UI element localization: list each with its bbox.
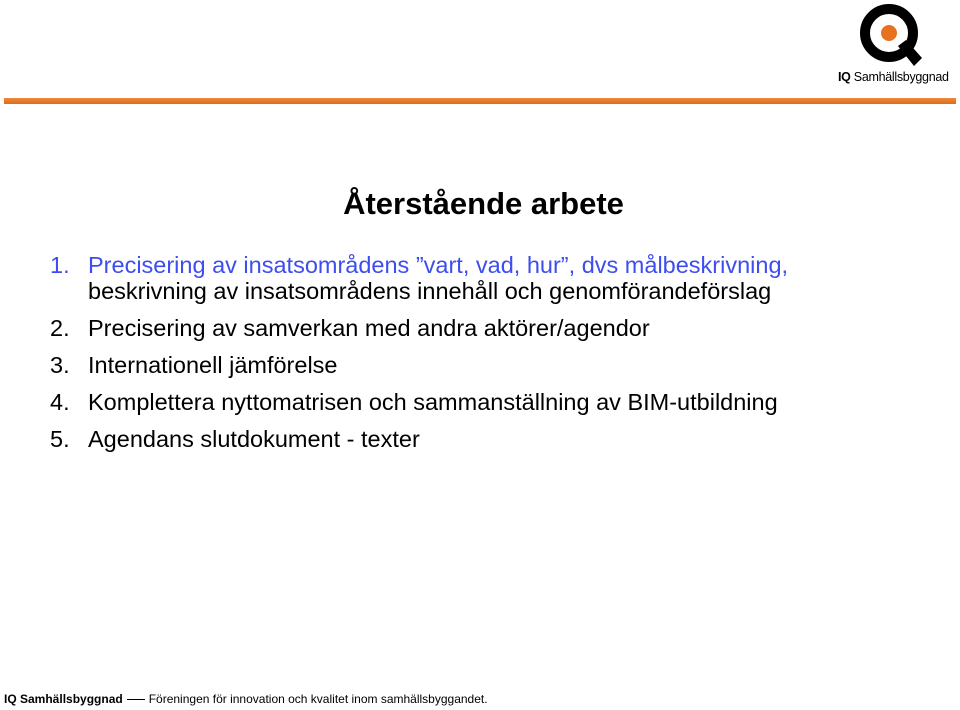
- footer-brand: IQ Samhällsbyggnad: [4, 692, 123, 706]
- company-logo: [836, 0, 948, 90]
- slide-title: Återstående arbete: [343, 186, 624, 221]
- list-item-text: Internationell jämförelse: [88, 352, 338, 378]
- logo-wordmark: [838, 70, 949, 84]
- list-item-text: Komplettera nyttomatrisen och sammanställning av BIM-utbildning: [88, 389, 778, 415]
- footer-tagline: Föreningen för innovation och kvalitet inom samhällsbyggandet.: [148, 692, 488, 706]
- work-item-list: [50, 251, 788, 462]
- list-item-text-line1: Precisering av insatsområdens ”vart, vad, hur”, dvs målbeskrivning,: [88, 252, 789, 278]
- list-item: [50, 425, 788, 454]
- list-item-text-line2: beskrivning av insatsområdens innehåll och genomförandeförslag: [88, 278, 772, 304]
- list-item-text: Agendans slutdokument - texter: [88, 426, 420, 452]
- list-item: [50, 351, 788, 380]
- list-item: [50, 314, 788, 343]
- header-divider: [4, 98, 956, 104]
- footer-dash: [127, 699, 145, 700]
- logo-brand-name: Samhällsbyggnad: [853, 70, 949, 84]
- slide-footer: [4, 692, 488, 706]
- list-item-number: 2.: [50, 315, 70, 341]
- list-item-number: 1.: [50, 252, 70, 278]
- list-item: [50, 251, 788, 306]
- list-item-text: Precisering av samverkan med andra aktörer/agendor: [88, 315, 650, 341]
- list-item-number: 3.: [50, 352, 70, 378]
- logo-brand-prefix: IQ: [838, 70, 851, 84]
- list-item-number: 4.: [50, 389, 70, 415]
- iq-q-logo-icon: [856, 2, 926, 70]
- list-item-number: 5.: [50, 426, 70, 452]
- list-item: [50, 388, 788, 417]
